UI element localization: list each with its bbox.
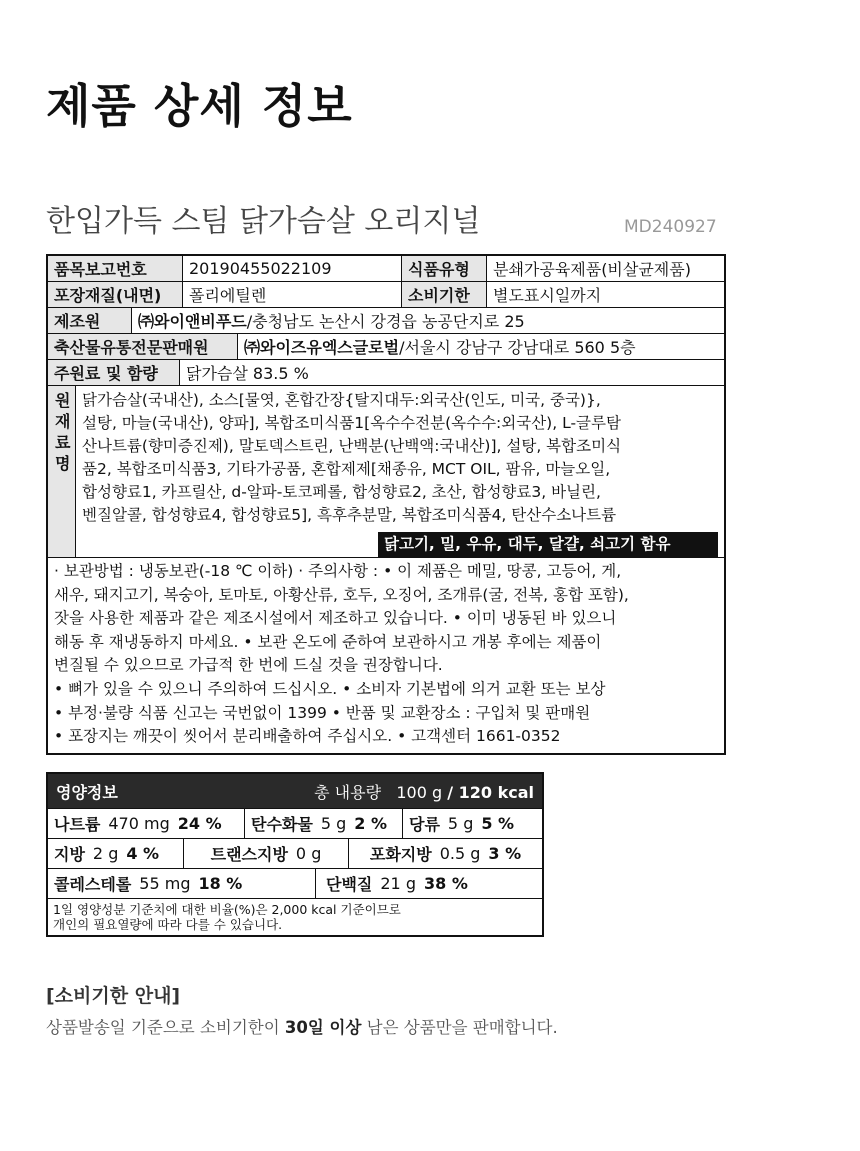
ingredients-label	[48, 386, 76, 557]
maker-address: /충청남도 논산시 강경읍 농공단지로 25	[246, 312, 525, 331]
distributor-value	[238, 334, 724, 359]
nutrient-percent: 2 %	[354, 814, 387, 833]
main-ingredient-value: 닭가슴살 83.5 %	[186, 364, 309, 383]
product-code: MD240927	[624, 217, 717, 237]
packaging-value: 폴리에틸렌	[189, 286, 267, 305]
nutrient-amount: 470 mg	[108, 814, 170, 833]
main-ingredient-label: 주원료 및 함량	[48, 360, 180, 385]
product-name: 한입가득 스팀 닭가슴살 오리지널	[46, 204, 481, 239]
info-row-main-ingredient	[48, 360, 724, 386]
info-row-packaging	[48, 282, 724, 308]
report-no-value: 20190455022109	[189, 259, 332, 278]
packaging-label: 포장재질(내면)	[48, 282, 183, 307]
notice-text-part: 남은 상품만을 판매합니다.	[361, 1018, 558, 1037]
nutrition-table	[46, 772, 544, 937]
nutrient-amount: 0 g	[295, 844, 322, 863]
nutrient-percent: 18 %	[198, 874, 243, 893]
ingredients-line: 산나트륨(향미증진제), 말토덱스트린, 난백분(난백액:국내산)], 설탕, 복합조미식	[82, 437, 622, 455]
nutrient-amount: 5 g	[447, 814, 474, 833]
protein-cell	[316, 869, 542, 898]
nutrient-name: 콜레스테롤	[54, 875, 132, 894]
nutrient-name: 트랜스지방	[210, 845, 288, 864]
ingredients-text	[76, 386, 724, 557]
ingredients-line: 벤질알콜, 합성향료4, 합성향료5], 흑후추분말, 복합조미식품4, 탄산수소나트륨	[82, 506, 617, 524]
notes-line: • 뼈가 있을 수 있으니 주의하여 드십시오. • 소비자 기본법에 의거 교환 또는 보상	[54, 679, 606, 698]
info-row-distributor	[48, 334, 724, 360]
ingredients-line: 합성향료1, 카프릴산, d-알파-토코페롤, 합성향료2, 초산, 합성향료3, 바닐린,	[82, 483, 601, 501]
nutrient-name: 지방	[54, 845, 85, 864]
distributor-name: ㈜와이즈유엑스글로벌	[244, 338, 400, 357]
ingredients-line: 닭가슴살(국내산), 소스[물엿, 혼합간장{탈지대두:외국산(인도, 미국, 중국)},	[82, 391, 601, 409]
expiry-label: 소비기한	[401, 282, 487, 307]
nutrient-percent: 3 %	[488, 844, 522, 863]
maker-value	[132, 308, 724, 333]
footnote-line: 개인의 필요열량에 따라 다를 수 있습니다.	[53, 917, 283, 932]
storage-caution-notes	[48, 558, 724, 753]
notes-line: 잣을 사용한 제품과 같은 제조시설에서 제조하고 있습니다. • 이미 냉동된 바 있으니	[54, 609, 617, 628]
maker-label: 제조원	[48, 308, 132, 333]
total-amount: 100 g	[396, 782, 443, 802]
total-kcal: / 120 kcal	[447, 782, 534, 802]
ingredients-label-char: 료	[55, 433, 71, 452]
fat-cell	[48, 839, 184, 868]
footnote-line: 1일 영양성분 기준치에 대한 비율(%)은 2,000 kcal 기준이므로	[53, 902, 401, 917]
maker-name: ㈜와이앤비푸드	[138, 312, 247, 331]
nutrition-footnote	[48, 899, 542, 935]
nutrient-percent: 4 %	[126, 844, 160, 863]
nutrient-name: 당류	[409, 815, 440, 834]
nutrient-amount: 21 g	[380, 874, 416, 893]
nutrition-header	[48, 774, 542, 809]
nutrition-title: 영양정보	[56, 782, 118, 802]
nutrition-row	[48, 839, 542, 869]
ingredients-line: 설탕, 마늘(국내산), 양파], 복합조미식품1[옥수수전분(옥수수:외국산), L-글루탐	[82, 414, 621, 432]
sodium-cell	[48, 809, 245, 838]
expiry-notice-heading: [소비기한 안내]	[46, 985, 181, 1007]
nutrient-amount: 2 g	[92, 844, 119, 863]
nutrition-row	[48, 869, 542, 899]
notes-line: • 포장지는 깨끗이 씻어서 분리배출하여 주십시오. • 고객센터 1661-0352	[54, 727, 561, 746]
notes-line: 해동 후 재냉동하지 마세요. • 보관 온도에 준하여 보관하시고 개봉 후에는 제품이	[54, 632, 602, 651]
nutrient-percent: 38 %	[423, 874, 468, 893]
sugars-cell	[403, 809, 542, 838]
ingredients-label-char: 명	[55, 454, 71, 473]
nutrient-name: 단백질	[326, 875, 373, 894]
carbs-cell	[245, 809, 403, 838]
info-row-maker	[48, 308, 724, 334]
notes-line: 변질될 수 있으므로 가급적 한 번에 드실 것을 권장합니다.	[54, 656, 443, 675]
nutrient-amount: 55 mg	[139, 874, 191, 893]
food-type-value: 분쇄가공육제품(비살균제품)	[493, 260, 691, 279]
distributor-address: /서울시 강남구 강남대로 560 5층	[399, 338, 636, 357]
ingredients-line: 품2, 복합조미식품3, 기타가공품, 혼합제제[채종유, MCT OIL, 팜유, 마늘오일,	[82, 460, 611, 478]
notice-text-bold: 30일 이상	[284, 1018, 362, 1037]
food-type-label: 식품유형	[401, 256, 487, 281]
allergen-badge: 닭고기, 밀, 우유, 대두, 달걀, 쇠고기 함유	[378, 532, 718, 557]
expiry-value: 별도표시일까지	[493, 286, 602, 305]
nutrient-percent: 24 %	[177, 814, 222, 833]
nutrient-name: 나트륨	[54, 815, 101, 834]
nutrient-amount: 0.5 g	[439, 844, 481, 863]
trans-fat-cell	[184, 839, 349, 868]
nutrient-name: 탄수화물	[251, 815, 313, 834]
notice-text-part: 상품발송일 기준으로 소비기한이	[46, 1018, 285, 1037]
nutrient-amount: 5 g	[320, 814, 347, 833]
ingredients-row	[48, 386, 724, 558]
ingredients-label-char: 재	[55, 412, 71, 431]
product-info-table	[46, 254, 726, 755]
cholesterol-cell	[48, 869, 316, 898]
nutrition-row	[48, 809, 542, 839]
distributor-label: 축산물유통전문판매원	[48, 334, 238, 359]
nutrient-percent: 5 %	[481, 814, 515, 833]
page-title: 제품 상세 정보	[46, 79, 353, 133]
expiry-notice-text	[46, 1014, 558, 1038]
info-row-report	[48, 256, 724, 282]
nutrient-name: 포화지방	[369, 845, 432, 864]
ingredients-label-char: 원	[55, 391, 71, 410]
notes-line: · 보관방법 : 냉동보관(-18 ℃ 이하) · 주의사항 : • 이 제품은 메밀, 땅콩, 고등어, 게,	[54, 562, 622, 580]
report-no-label: 품목보고번호	[48, 256, 183, 281]
total-label: 총 내용량	[314, 782, 382, 802]
nutrition-total	[314, 780, 534, 803]
notes-line: • 부정·불량 식품 신고는 국번없이 1399 • 반품 및 교환장소 : 구입처 및 판매원	[54, 703, 591, 722]
notes-line: 새우, 돼지고기, 복숭아, 토마토, 아황산류, 호두, 오징어, 조개류(굴, 전복, 홍합 포함),	[54, 585, 629, 604]
saturated-fat-cell	[349, 839, 542, 868]
